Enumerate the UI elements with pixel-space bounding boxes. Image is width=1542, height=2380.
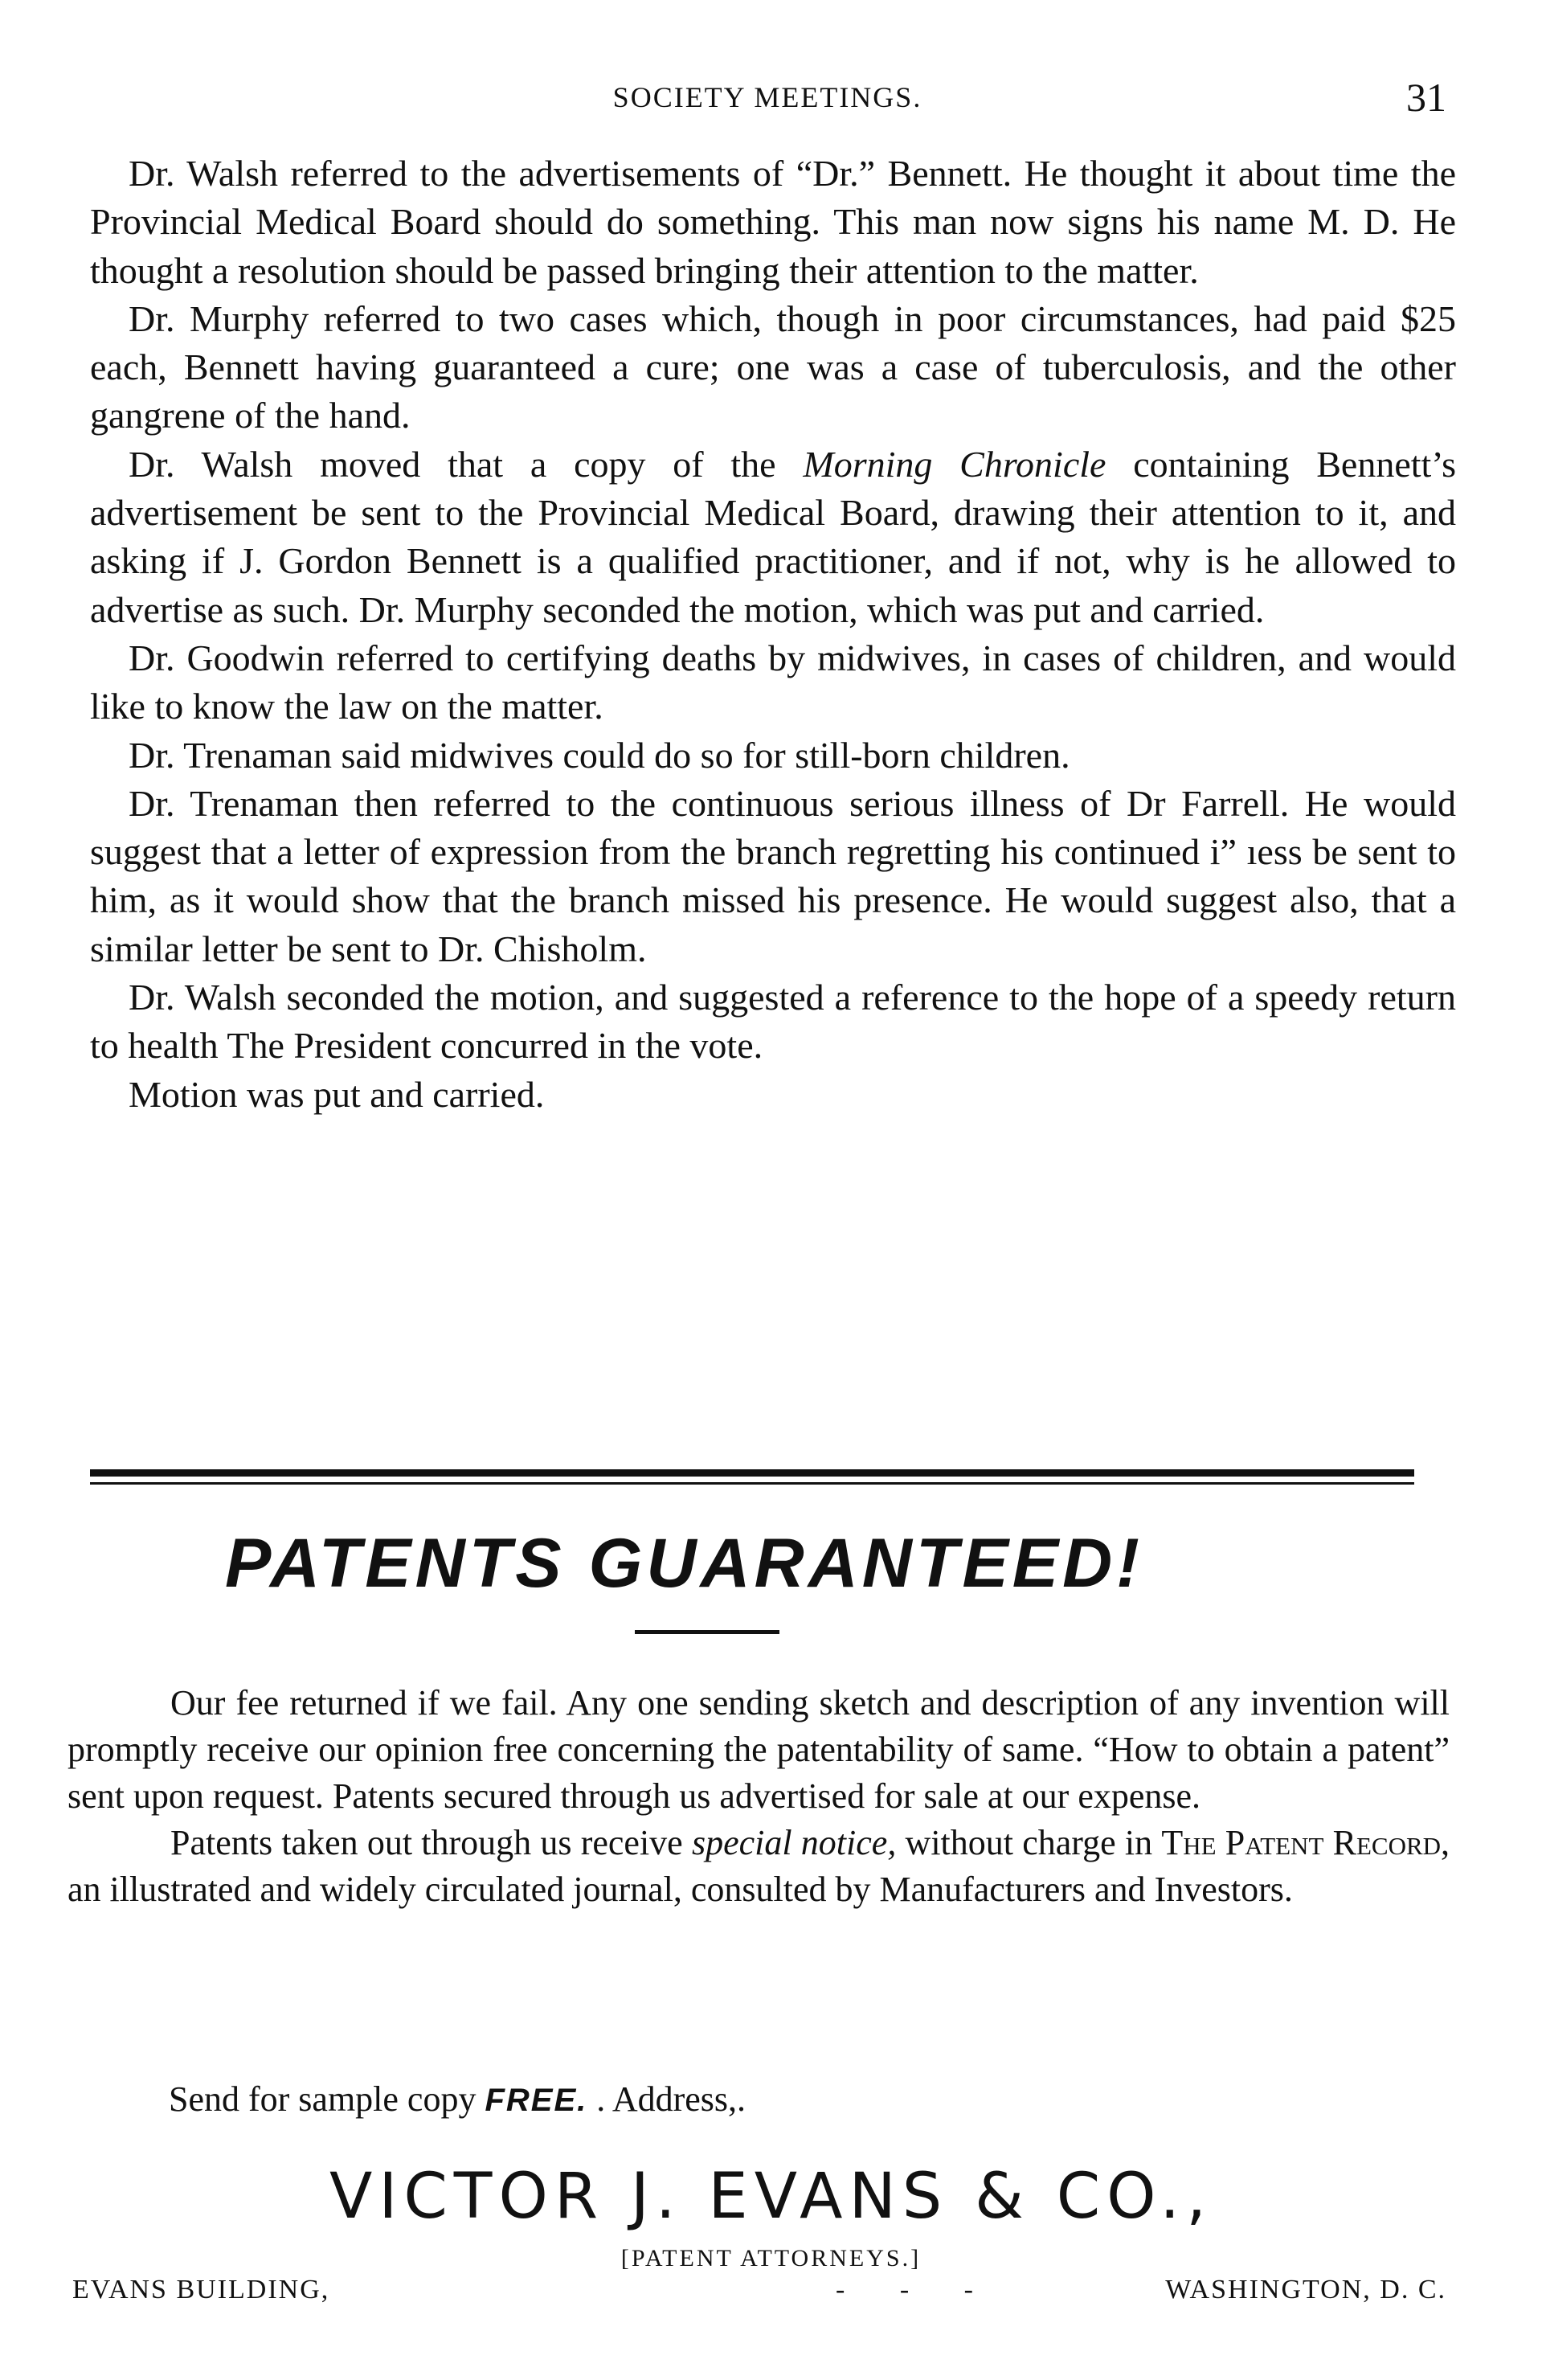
ad-text: . Address,. bbox=[587, 2079, 746, 2119]
address-dashes: - - - bbox=[836, 2275, 997, 2304]
minutes-text: Dr. Walsh moved that a copy of the bbox=[129, 443, 804, 485]
separator-rule-thick bbox=[90, 1469, 1414, 1477]
minutes-text: containing Bennett’s advertisement be sent to the Provincial Medical Board, drawing their attention to it, and asking if J. Gordon Bennett is a qualified practitioner, and if not, why is he allowed to advertise as such. Dr. Murphy seconded the motion, which was put and carried. bbox=[90, 443, 1456, 630]
address-city: WASHINGTON, D. C. bbox=[1165, 2275, 1446, 2304]
firm-name: VICTOR J. EVANS & CO., bbox=[329, 2161, 1213, 2233]
ad-text: an illustrated and widely circulated journal, consulted by Manufacturers and Investors. bbox=[67, 1870, 1293, 1909]
free-label: FREE. bbox=[485, 2083, 588, 2118]
journal-title: The Patent Record, bbox=[1161, 1823, 1450, 1862]
ad-paragraph: Our fee returned if we fail. Any one sending sketch and description of any invention will promptly receive our opinion free concerning the patentability of same. “How to obtain a patent” sent upon request. Patents secured through us advertised for sale at our expense. bbox=[67, 1683, 1450, 1816]
minutes-paragraph: Dr. Murphy referred to two cases which, though in poor circumstances, had paid $25 each, Bennett having guaranteed a cure; one was a case of tuberculosis, and the other gangrene of the hand. bbox=[90, 297, 1456, 436]
ad-text: Patents taken out through us receive bbox=[170, 1823, 692, 1862]
ad-text: without charge in bbox=[896, 1823, 1162, 1862]
running-title: SOCIETY MEETINGS. bbox=[612, 81, 922, 113]
page-number: 31 bbox=[1406, 75, 1446, 120]
minutes-paragraph: Dr. Walsh referred to the advertisements of “Dr.” Bennett. He thought it about time the Provincial Medical Board should do something. This man now signs his name M. D. He thought a resolution should be passed bringing their attention to the matter. bbox=[90, 153, 1456, 291]
minutes-paragraph: Motion was put and carried. bbox=[129, 1073, 545, 1115]
running-header bbox=[72, 74, 1462, 122]
minutes-paragraph bbox=[90, 440, 1456, 634]
minutes-paragraph: Dr. Trenaman then referred to the continuous serious illness of Dr Farrell. He would suggest that a letter of expression from the branch regretting his continued i” ıess be sent to him, as it would show that the branch missed his presence. He would suggest also, that a similar letter be sent to Dr. Chisholm. bbox=[90, 782, 1456, 969]
ad-headline: PATENTS GUARANTEED! bbox=[225, 1525, 1143, 1602]
ad-text: Send for sample copy bbox=[169, 2079, 485, 2119]
address-building: EVANS BUILDING, bbox=[72, 2275, 330, 2304]
ad-paragraph bbox=[67, 1820, 1450, 1913]
newspaper-title: Morning Chronicle bbox=[803, 443, 1106, 485]
ad-emphasis: special notice, bbox=[691, 1823, 897, 1862]
minutes-paragraph: Dr. Walsh seconded the motion, and suggested a reference to the hope of a speedy return to health The President concurred in the vote. bbox=[90, 977, 1456, 1067]
minutes-paragraph: Dr. Trenaman said midwives could do so for still-born children. bbox=[129, 734, 1070, 776]
minutes-paragraph: Dr. Goodwin referred to certifying deaths by midwives, in cases of children, and would like to know the law on the matter. bbox=[90, 637, 1456, 727]
sample-request-line bbox=[169, 2079, 746, 2120]
meeting-minutes bbox=[90, 150, 1456, 1119]
firm-role: [PATENT ATTORNEYS.] bbox=[620, 2245, 922, 2271]
separator-rule-thin bbox=[90, 1482, 1414, 1485]
headline-underline bbox=[635, 1630, 779, 1634]
ad-body bbox=[67, 1680, 1450, 1913]
